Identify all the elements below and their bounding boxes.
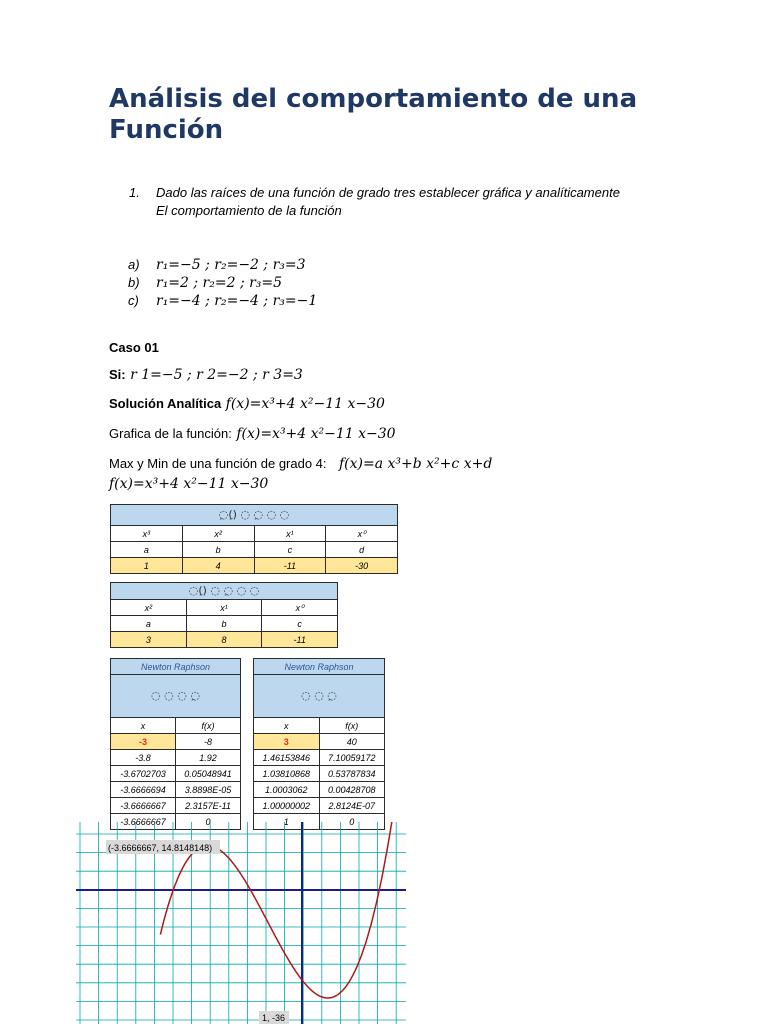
table-row: 0.05048941 (176, 766, 241, 782)
table-row: -8 (176, 734, 241, 750)
table-row: 3.8898E-05 (176, 782, 241, 798)
table-title: Newton Raphson (111, 659, 241, 675)
value-cell: -30 (326, 558, 398, 574)
si-expression: r 1=−5 ; r 2=−2 ; r 3=3 (130, 367, 303, 383)
column-header-fx: f(x) (176, 718, 241, 734)
grafica-label: Grafica de la función: (109, 426, 232, 441)
table-title: Newton Raphson (254, 659, 385, 675)
value-cell: -11 (262, 632, 338, 648)
letter-cell: c (254, 542, 326, 558)
table-title: ◌(ِ) ◌ ◌ِ ◌ ◌ (111, 583, 338, 600)
power-cell: x¹ (254, 526, 326, 542)
table-row: -3.6666667 (111, 814, 176, 830)
table-row: 7.10059172 (319, 750, 385, 766)
problem-line-2: El comportamiento de la función (156, 203, 342, 218)
table-title: ◌ِ(ِ) ◌ ◌ِ ◌ ◌ (111, 505, 398, 526)
problem-line-1: Dado las raíces de una función de grado tres establecer gráfica y analíticamente (156, 185, 620, 200)
letter-cell: d (326, 542, 398, 558)
min-point-label: 1, -36 (262, 1013, 286, 1023)
table-row: 1.03810868 (254, 766, 320, 782)
table-row: 2.3157E-11 (176, 798, 241, 814)
table-row: -3.8 (111, 750, 176, 766)
column-header-x: x (111, 718, 176, 734)
formula-cell: ◌ ◌ ◌ِ (254, 675, 385, 718)
table-row: -3 (111, 734, 176, 750)
table-row: 3 (254, 734, 320, 750)
analitica-expression: f(x)=x³+4 x²−11 x−30 (225, 396, 385, 412)
table-row: 1.92 (176, 750, 241, 766)
column-header-x: x (254, 718, 320, 734)
table-row: -3.6666667 (111, 798, 176, 814)
coefficients-table (110, 504, 398, 574)
power-cell: x² (182, 526, 254, 542)
formula-cell: ◌ ◌ ◌ ◌ِ (111, 675, 241, 718)
si-line (109, 366, 303, 384)
derivative-coefficients-table (110, 582, 338, 648)
value-cell: 8 (186, 632, 262, 648)
si-label: Si: (109, 367, 126, 382)
letter-cell: c (262, 616, 338, 632)
case-expression: r₁=−4 ; r₂=−4 ; r₃=−1 (156, 293, 318, 309)
table-row: 0 (176, 814, 241, 830)
case-expression: r₁=−5 ; r₂=−2 ; r₃=3 (156, 257, 306, 273)
power-cell: x⁰ (262, 600, 338, 616)
case-label: b) (128, 275, 140, 290)
newton-raphson-table-right (253, 658, 385, 830)
table-row: 2.8124E-07 (319, 798, 385, 814)
value-cell: 4 (182, 558, 254, 574)
table-row: 1.00000002 (254, 798, 320, 814)
newton-raphson-table-left (110, 658, 241, 830)
function-expression: f(x)=x³+4 x²−11 x−30 (109, 476, 269, 492)
grafica-line (109, 425, 396, 443)
value-cell: -11 (254, 558, 326, 574)
power-cell: x⁰ (326, 526, 398, 542)
letter-cell: a (111, 616, 187, 632)
column-header-fx: f(x) (319, 718, 385, 734)
case-label: c) (128, 293, 139, 308)
power-cell: x² (111, 600, 187, 616)
problem-number: 1. (129, 185, 140, 200)
table-row: 1.46153846 (254, 750, 320, 766)
table-row: 1 (254, 814, 320, 830)
table-row: 0 (319, 814, 385, 830)
case-expression: r₁=2 ; r₂=2 ; r₃=5 (156, 275, 283, 291)
table-row: 1.0003062 (254, 782, 320, 798)
table-row: 40 (319, 734, 385, 750)
function-graph (76, 822, 406, 1024)
maxmin-label: Max y Min de una función de grado 4: (109, 456, 327, 471)
power-cell: x³ (111, 526, 183, 542)
grafica-expression: f(x)=x³+4 x²−11 x−30 (236, 426, 396, 442)
letter-cell: a (111, 542, 183, 558)
power-cell: x¹ (186, 600, 262, 616)
analitica-line (109, 395, 385, 413)
letter-cell: b (186, 616, 262, 632)
analitica-label: Solución Analítica (109, 396, 222, 411)
letter-cell: b (182, 542, 254, 558)
caso-heading: Caso 01 (109, 340, 159, 355)
value-cell: 1 (111, 558, 183, 574)
table-row: 0.53787834 (319, 766, 385, 782)
maxmin-expression: f(x)=a x³+b x²+c x+d (338, 456, 493, 472)
table-row: -3.6666694 (111, 782, 176, 798)
value-cell: 3 (111, 632, 187, 648)
maxmin-line (109, 455, 492, 473)
table-row: 0.00428708 (319, 782, 385, 798)
max-point-label: (-3.6666667, 14.8148148) (108, 843, 213, 853)
cases-list (128, 256, 317, 310)
table-row: -3.6702703 (111, 766, 176, 782)
case-label: a) (128, 257, 140, 272)
page-title: Análisis del comportamiento de una Función (109, 84, 638, 145)
